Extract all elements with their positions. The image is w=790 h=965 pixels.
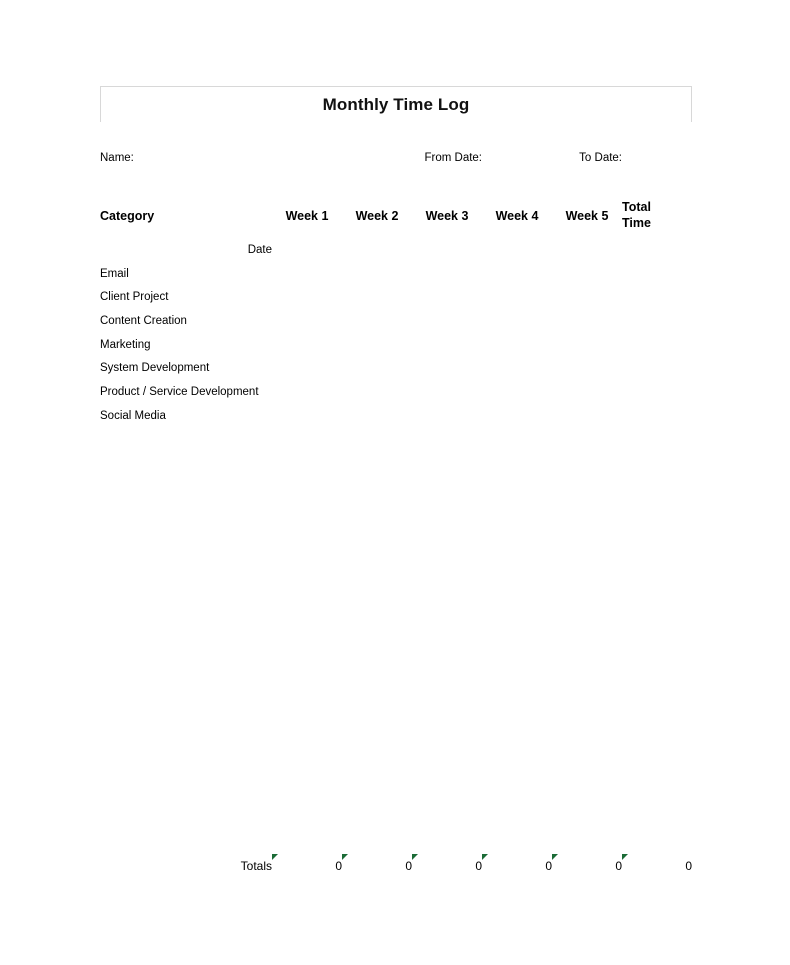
category-row-week-cell[interactable] bbox=[622, 333, 692, 357]
empty-cell bbox=[272, 146, 342, 170]
blank-row-week-cell[interactable] bbox=[272, 641, 342, 665]
category-row-week-cell[interactable] bbox=[552, 262, 622, 286]
blank-row-week-cell[interactable] bbox=[622, 428, 692, 452]
category-row-week-cell[interactable] bbox=[272, 357, 342, 381]
category-row-week-cell[interactable] bbox=[482, 380, 552, 404]
blank-row-week-cell[interactable] bbox=[482, 451, 552, 475]
blank-row-week-cell[interactable] bbox=[482, 499, 552, 523]
info-spacer-row-bottom bbox=[100, 169, 692, 193]
name-field-cell[interactable] bbox=[100, 146, 272, 170]
table-row bbox=[100, 830, 692, 854]
blank-row-week-cell[interactable] bbox=[552, 664, 622, 688]
column-header-week-5 bbox=[552, 193, 622, 238]
category-label[interactable] bbox=[100, 688, 272, 712]
blank-row-week-cell[interactable] bbox=[412, 783, 482, 807]
blank-row-week-cell[interactable] bbox=[272, 759, 342, 783]
blank-row-week-cell[interactable] bbox=[552, 783, 622, 807]
blank-row-week-cell[interactable] bbox=[342, 570, 412, 594]
spacer-cell bbox=[622, 169, 692, 193]
category-label[interactable] bbox=[100, 664, 272, 688]
blank-row-week-cell[interactable] bbox=[412, 451, 482, 475]
spacer-cell bbox=[100, 122, 272, 146]
blank-row-week-cell[interactable] bbox=[552, 546, 622, 570]
table-row bbox=[100, 285, 692, 309]
category-label[interactable]: Marketing bbox=[100, 338, 151, 351]
category-label[interactable] bbox=[100, 522, 272, 546]
blank-row-week-cell[interactable] bbox=[552, 712, 622, 736]
document-title-row bbox=[100, 86, 692, 122]
category-row-week-cell[interactable] bbox=[342, 380, 412, 404]
category-label[interactable] bbox=[100, 807, 272, 831]
trailing-blank-cell bbox=[412, 916, 482, 935]
table-row bbox=[100, 807, 692, 831]
category-label[interactable] bbox=[100, 712, 272, 736]
blank-row-week-cell[interactable] bbox=[342, 546, 412, 570]
blank-row-week-cell[interactable] bbox=[412, 712, 482, 736]
totals-value: 0 bbox=[545, 858, 552, 873]
category-row-week-cell[interactable] bbox=[342, 333, 412, 357]
trailing-blank-cell bbox=[552, 916, 622, 935]
header-label: Category bbox=[100, 208, 155, 223]
category-row-week-cell[interactable] bbox=[552, 380, 622, 404]
table-row bbox=[100, 593, 692, 617]
trailing-blank-cell bbox=[272, 878, 342, 897]
trailing-blank-cell bbox=[272, 897, 342, 916]
totals-value: 0 bbox=[685, 858, 692, 873]
blank-row-week-cell[interactable] bbox=[272, 546, 342, 570]
category-row-week-cell[interactable] bbox=[482, 285, 552, 309]
category-row-week-cell[interactable] bbox=[622, 262, 692, 286]
trailing-blank-cell bbox=[100, 878, 272, 897]
column-header-week-1 bbox=[272, 193, 342, 238]
spacer-cell bbox=[342, 169, 412, 193]
trailing-blank-cell bbox=[622, 878, 692, 897]
blank-row-week-cell[interactable] bbox=[552, 830, 622, 854]
column-header-week-2 bbox=[342, 193, 412, 238]
info-spacer-row-top bbox=[100, 122, 692, 146]
category-row-week-cell[interactable] bbox=[482, 333, 552, 357]
category-row-week-cell[interactable] bbox=[482, 357, 552, 381]
blank-row-week-cell[interactable] bbox=[552, 759, 622, 783]
column-header-week-3 bbox=[412, 193, 482, 238]
column-header-total-time bbox=[622, 193, 692, 238]
table-header-row bbox=[100, 193, 692, 238]
category-row-week-cell[interactable] bbox=[342, 262, 412, 286]
blank-row-week-cell[interactable] bbox=[622, 759, 692, 783]
blank-row-week-cell[interactable] bbox=[342, 783, 412, 807]
spacer-cell bbox=[412, 169, 482, 193]
category-row-week-cell[interactable] bbox=[412, 404, 482, 428]
blank-row-week-cell[interactable] bbox=[482, 712, 552, 736]
blank-row-week-cell[interactable] bbox=[272, 783, 342, 807]
name-label: Name: bbox=[100, 151, 134, 164]
category-label[interactable]: Product / Service Development bbox=[100, 386, 259, 399]
header-label: Week 1 bbox=[285, 208, 329, 223]
totals-label: Totals bbox=[240, 858, 272, 873]
table-row bbox=[100, 499, 692, 523]
blank-row-week-cell[interactable] bbox=[412, 759, 482, 783]
table-body bbox=[100, 238, 692, 935]
trailing-blank-cell bbox=[342, 916, 412, 935]
blank-row-week-cell[interactable] bbox=[412, 475, 482, 499]
spacer-cell bbox=[272, 122, 342, 146]
category-row-week-cell[interactable] bbox=[552, 404, 622, 428]
blank-row-week-cell[interactable] bbox=[552, 807, 622, 831]
spacer-cell bbox=[552, 122, 622, 146]
category-row-week-cell[interactable] bbox=[622, 380, 692, 404]
blank-row-week-cell[interactable] bbox=[342, 522, 412, 546]
category-label[interactable] bbox=[100, 428, 272, 452]
blank-row-week-cell[interactable] bbox=[412, 570, 482, 594]
blank-row-week-cell[interactable] bbox=[412, 807, 482, 831]
time-log-sheet bbox=[100, 86, 692, 935]
blank-row-week-cell[interactable] bbox=[272, 522, 342, 546]
totals-value-cell[interactable] bbox=[552, 854, 622, 878]
category-row-week-cell[interactable] bbox=[272, 309, 342, 333]
category-label[interactable] bbox=[100, 593, 272, 617]
category-label[interactable] bbox=[100, 546, 272, 570]
spacer-cell bbox=[482, 169, 552, 193]
blank-row-week-cell[interactable] bbox=[482, 522, 552, 546]
blank-row-week-cell[interactable] bbox=[412, 522, 482, 546]
blank-row-week-cell[interactable] bbox=[482, 759, 552, 783]
blank-row-week-cell[interactable] bbox=[272, 736, 342, 760]
blank-row-week-cell[interactable] bbox=[482, 807, 552, 831]
spacer-cell bbox=[622, 122, 692, 146]
blank-row-week-cell[interactable] bbox=[552, 522, 622, 546]
header-label-line-2: Time bbox=[622, 215, 651, 230]
table-row bbox=[100, 641, 692, 665]
blank-row-week-cell[interactable] bbox=[482, 428, 552, 452]
table-row bbox=[100, 380, 692, 404]
table-row bbox=[100, 262, 692, 286]
blank-row-week-cell[interactable] bbox=[342, 593, 412, 617]
header-label: Week 5 bbox=[565, 208, 609, 223]
category-label[interactable]: System Development bbox=[100, 362, 210, 375]
category-row-week-cell[interactable] bbox=[482, 309, 552, 333]
blank-row-week-cell[interactable] bbox=[622, 570, 692, 594]
blank-row-week-cell[interactable] bbox=[552, 451, 622, 475]
blank-row-week-cell[interactable] bbox=[272, 475, 342, 499]
blank-row-week-cell[interactable] bbox=[482, 664, 552, 688]
category-row-week-cell[interactable] bbox=[552, 357, 622, 381]
table-row bbox=[100, 428, 692, 452]
blank-row-week-cell[interactable] bbox=[552, 617, 622, 641]
category-label[interactable]: Email bbox=[100, 267, 129, 280]
blank-row-week-cell[interactable] bbox=[482, 546, 552, 570]
table-row bbox=[100, 451, 692, 475]
blank-row-week-cell[interactable] bbox=[272, 664, 342, 688]
blank-row-week-cell[interactable] bbox=[622, 522, 692, 546]
table-row bbox=[100, 522, 692, 546]
category-row-week-cell[interactable] bbox=[552, 333, 622, 357]
trailing-blank-cell bbox=[552, 878, 622, 897]
blank-row-week-cell[interactable] bbox=[482, 617, 552, 641]
spacer-cell bbox=[412, 122, 482, 146]
date-row-week-cell[interactable] bbox=[482, 238, 552, 262]
trailing-blank-row bbox=[100, 897, 692, 916]
to-date-label-cell bbox=[552, 146, 622, 170]
trailing-blank-cell bbox=[482, 916, 552, 935]
table-row bbox=[100, 475, 692, 499]
blank-row-week-cell[interactable] bbox=[342, 664, 412, 688]
blank-row-week-cell[interactable] bbox=[342, 428, 412, 452]
date-row bbox=[100, 238, 692, 262]
to-date-input[interactable] bbox=[622, 146, 692, 170]
blank-row-week-cell[interactable] bbox=[482, 641, 552, 665]
category-label[interactable] bbox=[100, 641, 272, 665]
trailing-blank-cell bbox=[622, 916, 692, 935]
info-row bbox=[100, 146, 692, 170]
spacer-cell bbox=[482, 122, 552, 146]
blank-row-week-cell[interactable] bbox=[412, 736, 482, 760]
blank-row-week-cell[interactable] bbox=[622, 641, 692, 665]
blank-row-week-cell[interactable] bbox=[412, 593, 482, 617]
blank-row-week-cell[interactable] bbox=[272, 617, 342, 641]
blank-row-week-cell[interactable] bbox=[272, 428, 342, 452]
category-row-week-cell[interactable] bbox=[342, 309, 412, 333]
blank-row-week-cell[interactable] bbox=[552, 475, 622, 499]
header-label: Week 2 bbox=[355, 208, 399, 223]
spacer-cell bbox=[272, 169, 342, 193]
category-label[interactable] bbox=[100, 499, 272, 523]
trailing-blank-cell bbox=[342, 897, 412, 916]
category-label[interactable]: Content Creation bbox=[100, 314, 187, 327]
trailing-blank-cell bbox=[552, 897, 622, 916]
blank-row-week-cell[interactable] bbox=[342, 641, 412, 665]
blank-row-week-cell[interactable] bbox=[412, 664, 482, 688]
column-header-week-4 bbox=[482, 193, 552, 238]
category-row-week-cell[interactable] bbox=[552, 285, 622, 309]
blank-row-week-cell[interactable] bbox=[622, 807, 692, 831]
category-row-week-cell[interactable] bbox=[622, 309, 692, 333]
category-row-week-cell[interactable] bbox=[342, 285, 412, 309]
category-label[interactable] bbox=[100, 830, 272, 854]
category-row-week-cell[interactable] bbox=[622, 357, 692, 381]
category-row-week-cell[interactable] bbox=[412, 357, 482, 381]
date-row-label: Date bbox=[247, 243, 272, 256]
trailing-blank-cell bbox=[412, 897, 482, 916]
blank-row-week-cell[interactable] bbox=[622, 830, 692, 854]
blank-row-week-cell[interactable] bbox=[552, 428, 622, 452]
blank-row-week-cell[interactable] bbox=[342, 736, 412, 760]
table-row bbox=[100, 309, 692, 333]
spacer-cell bbox=[342, 122, 412, 146]
blank-row-week-cell[interactable] bbox=[272, 688, 342, 712]
blank-row-week-cell[interactable] bbox=[622, 593, 692, 617]
header-label: Week 3 bbox=[425, 208, 469, 223]
blank-row-week-cell[interactable] bbox=[482, 570, 552, 594]
blank-row-week-cell[interactable] bbox=[622, 475, 692, 499]
trailing-blank-cell bbox=[100, 897, 272, 916]
blank-row-week-cell[interactable] bbox=[342, 475, 412, 499]
category-label[interactable] bbox=[100, 451, 272, 475]
trailing-blank-cell bbox=[342, 878, 412, 897]
to-date-label: To Date: bbox=[579, 151, 622, 164]
category-row-week-cell[interactable] bbox=[482, 404, 552, 428]
blank-row-week-cell[interactable] bbox=[482, 830, 552, 854]
blank-row-week-cell[interactable] bbox=[622, 688, 692, 712]
blank-row-week-cell[interactable] bbox=[482, 736, 552, 760]
spacer-cell bbox=[552, 169, 622, 193]
blank-row-week-cell[interactable] bbox=[272, 712, 342, 736]
trailing-blank-cell bbox=[100, 916, 272, 935]
trailing-blank-cell bbox=[482, 897, 552, 916]
blank-row-week-cell[interactable] bbox=[412, 546, 482, 570]
blank-row-week-cell[interactable] bbox=[622, 736, 692, 760]
table-row bbox=[100, 617, 692, 641]
category-label[interactable] bbox=[100, 617, 272, 641]
blank-row-week-cell[interactable] bbox=[482, 593, 552, 617]
blank-row-week-cell[interactable] bbox=[412, 617, 482, 641]
header-label: Week 4 bbox=[495, 208, 539, 223]
trailing-blank-row bbox=[100, 916, 692, 935]
trailing-blank-cell bbox=[622, 897, 692, 916]
blank-row-week-cell[interactable] bbox=[552, 570, 622, 594]
trailing-blank-cell bbox=[272, 916, 342, 935]
blank-row-week-cell[interactable] bbox=[622, 451, 692, 475]
blank-row-week-cell[interactable] bbox=[622, 664, 692, 688]
table-row bbox=[100, 783, 692, 807]
date-row-week-cell[interactable] bbox=[552, 238, 622, 262]
category-label[interactable] bbox=[100, 736, 272, 760]
blank-row-week-cell[interactable] bbox=[272, 499, 342, 523]
blank-row-week-cell[interactable] bbox=[342, 499, 412, 523]
blank-row-week-cell[interactable] bbox=[482, 783, 552, 807]
table-row bbox=[100, 759, 692, 783]
date-row-week-cell[interactable] bbox=[272, 238, 342, 262]
blank-row-week-cell[interactable] bbox=[482, 475, 552, 499]
blank-row-week-cell[interactable] bbox=[342, 830, 412, 854]
header-label-line-1: Total bbox=[622, 199, 651, 214]
category-row-week-cell[interactable] bbox=[272, 404, 342, 428]
blank-row-week-cell[interactable] bbox=[412, 499, 482, 523]
blank-row-week-cell[interactable] bbox=[272, 830, 342, 854]
blank-row-week-cell[interactable] bbox=[342, 759, 412, 783]
category-row-week-cell[interactable] bbox=[342, 404, 412, 428]
spacer-cell bbox=[100, 169, 272, 193]
totals-value-cell[interactable] bbox=[622, 854, 692, 878]
table-row bbox=[100, 570, 692, 594]
blank-row-week-cell[interactable] bbox=[552, 688, 622, 712]
category-label[interactable] bbox=[100, 759, 272, 783]
table-row bbox=[100, 333, 692, 357]
totals-row bbox=[100, 854, 692, 878]
category-row-week-cell[interactable] bbox=[482, 262, 552, 286]
blank-row-week-cell[interactable] bbox=[552, 641, 622, 665]
blank-row-week-cell[interactable] bbox=[342, 451, 412, 475]
date-row-week-cell[interactable] bbox=[622, 238, 692, 262]
category-row-week-cell[interactable] bbox=[272, 380, 342, 404]
category-row-week-cell[interactable] bbox=[412, 285, 482, 309]
date-row-week-cell[interactable] bbox=[412, 238, 482, 262]
from-date-input[interactable] bbox=[482, 146, 552, 170]
from-date-label-cell bbox=[412, 146, 482, 170]
blank-row-week-cell[interactable] bbox=[412, 830, 482, 854]
category-row-week-cell[interactable] bbox=[272, 285, 342, 309]
blank-row-week-cell[interactable] bbox=[272, 570, 342, 594]
category-label[interactable] bbox=[100, 475, 272, 499]
blank-row-week-cell[interactable] bbox=[342, 807, 412, 831]
blank-row-week-cell[interactable] bbox=[342, 617, 412, 641]
blank-row-week-cell[interactable] bbox=[622, 499, 692, 523]
totals-value: 0 bbox=[615, 858, 622, 873]
trailing-blank-cell bbox=[412, 878, 482, 897]
blank-row-week-cell[interactable] bbox=[412, 641, 482, 665]
blank-row-week-cell[interactable] bbox=[272, 593, 342, 617]
blank-row-week-cell[interactable] bbox=[272, 807, 342, 831]
table-row bbox=[100, 712, 692, 736]
blank-row-week-cell[interactable] bbox=[622, 712, 692, 736]
page-title: Monthly Time Log bbox=[322, 94, 470, 114]
empty-cell bbox=[342, 146, 412, 170]
blank-row-week-cell[interactable] bbox=[622, 783, 692, 807]
totals-value-cell[interactable] bbox=[272, 854, 342, 878]
category-label[interactable]: Social Media bbox=[100, 409, 166, 422]
blank-row-week-cell[interactable] bbox=[482, 688, 552, 712]
table-row bbox=[100, 546, 692, 570]
trailing-blank-cell bbox=[482, 878, 552, 897]
category-row-week-cell[interactable] bbox=[412, 309, 482, 333]
category-row-week-cell[interactable] bbox=[342, 357, 412, 381]
table-row bbox=[100, 404, 692, 428]
category-row-week-cell[interactable] bbox=[622, 285, 692, 309]
category-row-week-cell[interactable] bbox=[412, 333, 482, 357]
table-row bbox=[100, 736, 692, 760]
blank-row-week-cell[interactable] bbox=[552, 736, 622, 760]
blank-row-week-cell[interactable] bbox=[622, 617, 692, 641]
category-row-week-cell[interactable] bbox=[412, 380, 482, 404]
blank-row-week-cell[interactable] bbox=[412, 428, 482, 452]
trailing-blank-row bbox=[100, 878, 692, 897]
blank-row-week-cell[interactable] bbox=[342, 712, 412, 736]
blank-row-week-cell[interactable] bbox=[552, 499, 622, 523]
column-header-category bbox=[100, 193, 272, 238]
date-row-week-cell[interactable] bbox=[342, 238, 412, 262]
totals-value-cell[interactable] bbox=[412, 854, 482, 878]
totals-value: 0 bbox=[475, 858, 482, 873]
blank-row-week-cell[interactable] bbox=[272, 451, 342, 475]
time-log-table bbox=[100, 193, 692, 935]
table-row bbox=[100, 357, 692, 381]
category-label[interactable] bbox=[100, 783, 272, 807]
category-row-week-cell[interactable] bbox=[552, 309, 622, 333]
totals-value-cell[interactable] bbox=[342, 854, 412, 878]
totals-value-cell[interactable] bbox=[482, 854, 552, 878]
blank-row-week-cell[interactable] bbox=[412, 688, 482, 712]
category-row-week-cell[interactable] bbox=[412, 262, 482, 286]
from-date-label: From Date: bbox=[424, 151, 482, 164]
category-row-week-cell[interactable] bbox=[272, 262, 342, 286]
totals-value: 0 bbox=[405, 858, 412, 873]
category-row-week-cell[interactable] bbox=[272, 333, 342, 357]
totals-value: 0 bbox=[335, 858, 342, 873]
category-label[interactable]: Client Project bbox=[100, 291, 169, 304]
table-row bbox=[100, 664, 692, 688]
info-table bbox=[100, 122, 692, 193]
category-label[interactable] bbox=[100, 570, 272, 594]
table-row bbox=[100, 688, 692, 712]
blank-row-week-cell[interactable] bbox=[342, 688, 412, 712]
blank-row-week-cell[interactable] bbox=[552, 593, 622, 617]
category-row-week-cell[interactable] bbox=[622, 404, 692, 428]
blank-row-week-cell[interactable] bbox=[622, 546, 692, 570]
